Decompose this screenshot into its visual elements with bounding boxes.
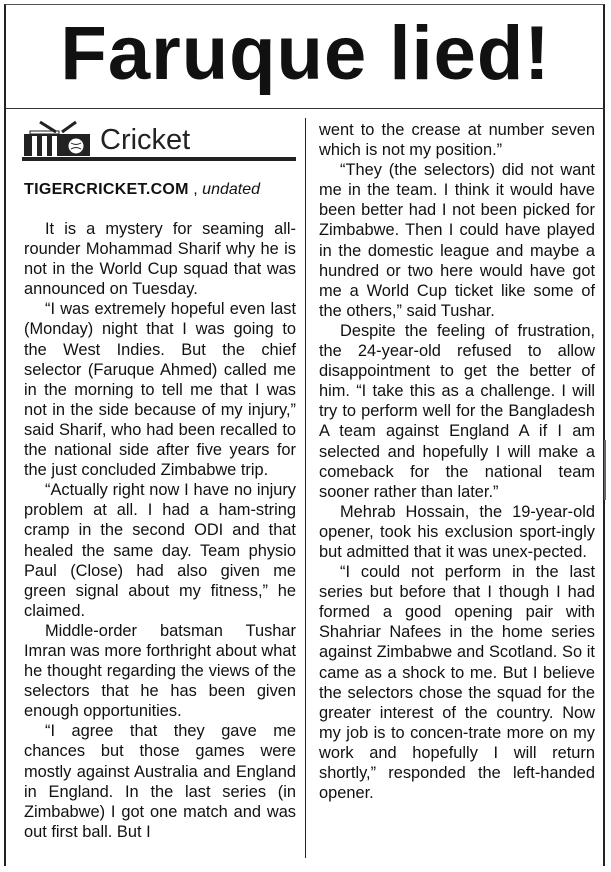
paragraph: “Actually right now I have no injury problem at all. I had a ham-string cramp in the second ODI and that healed the same day. Team physio Paul (Close) had also given me green signal about my fitness,” he claimed. <box>24 481 296 620</box>
section-rule <box>22 157 296 161</box>
headline: Faruque lied! <box>60 11 551 96</box>
paragraph: It is a mystery for seaming all-rounder Mohammad Sharif why he is not in the World Cup squad that was announced on Tuesday. <box>24 220 296 299</box>
paragraph: “I agree that they gave me chances but those games were mostly against Australia and England in England. In the last series (in Zimbabwe) I got one match and was out first ball. But I <box>24 722 296 841</box>
section-title: Cricket <box>100 124 191 156</box>
headline-rule <box>6 108 605 109</box>
paragraph: “They (the selectors) did not want me in the team. I think it would have been better had I not been picked for Zimbabwe. Then I could have played in the domestic league and maybe a hundred or two here would have got me a World Cup ticket like some of the others,” said Tushar. <box>319 161 595 320</box>
paragraph: “I could not perform in the last series but before that I though I had formed a good opening pair with Shahriar Nafees in the home series against Zimbabwe and Scotland. So it came as a shock to me. But I believe the selectors chose the squad for the greater interest of the country. Now my job is to concen-trate more on my work and hopefully I will return shortly,” responded the left-handed opener. <box>319 563 595 803</box>
paragraph: Mehrab Hossain, the 19-year-old opener, took his exclusion sport-ingly but admitted that it was unex-pected. <box>319 502 595 561</box>
section-header <box>22 118 296 162</box>
article-column-1 <box>24 219 296 842</box>
byline <box>24 180 260 200</box>
source-date: undated <box>202 181 261 198</box>
source-name: TIGERCRICKET.COM <box>24 181 189 198</box>
source-separator: , <box>193 181 198 198</box>
cricket-icon <box>22 120 94 158</box>
paragraph: “I was extremely hopeful even last (Monday) night that I was going to the West Indies. But the chief selector (Faruque Ahmed) called me in the morning to tell me that I was not in the side because of my injury,” said Sharif, who had been recalled to the national side after five years for the just concluded Zimbabwe trip. <box>24 300 296 480</box>
paragraph: Middle-order batsman Tushar Imran was more forthright about what he thought regarding the views of the selectors that he has been given enough opportunities. <box>24 621 296 721</box>
column-divider <box>305 118 306 858</box>
paragraph: Despite the feeling of frustration, the 24-year-old refused to allow disappointment to get the better of him. “I take this as a challenge. I will try to perform well for the Bangladesh A team against England A if I am selected and hopefully I will make a comeback for the national team sooner rather than later.” <box>319 321 595 501</box>
scan-edge-mark <box>604 440 606 500</box>
paragraph-continuation: went to the crease at number seven which is not my position.” <box>319 121 595 160</box>
article-column-2 <box>319 120 595 803</box>
